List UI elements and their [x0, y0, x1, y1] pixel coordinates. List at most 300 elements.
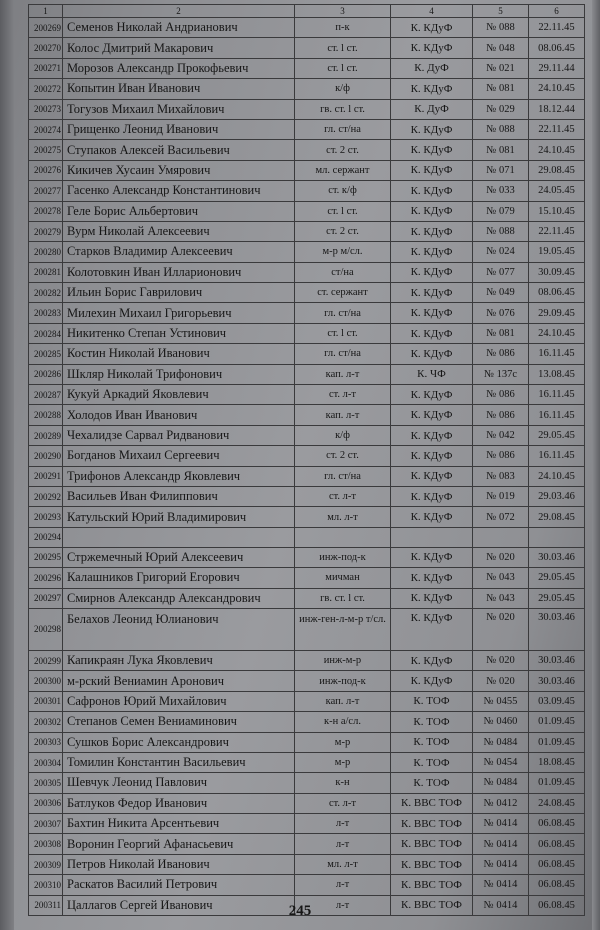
record-id: 200293 — [29, 507, 63, 527]
order-date: 01.09.45 — [529, 712, 585, 732]
rank: кап. л-т — [295, 405, 391, 425]
unit: К. ВВС ТОФ — [391, 793, 473, 813]
record-id: 200297 — [29, 588, 63, 608]
order-number: № 076 — [473, 303, 529, 323]
unit: К. ТОФ — [391, 773, 473, 793]
unit: К. ВВС ТОФ — [391, 854, 473, 874]
order-date: 24.10.45 — [529, 466, 585, 486]
table-row — [29, 344, 585, 364]
unit: К. КДуФ — [391, 547, 473, 567]
person-name: Кукуй Аркадий Яковлевич — [63, 385, 295, 405]
record-id: 200308 — [29, 834, 63, 854]
record-id: 200278 — [29, 201, 63, 221]
person-name: Сафронов Юрий Михайлович — [63, 691, 295, 711]
order-date: 22.11.45 — [529, 18, 585, 38]
order-number: № 020 — [473, 671, 529, 691]
rank: гл. ст/на — [295, 466, 391, 486]
order-number: № 088 — [473, 18, 529, 38]
table-row — [29, 854, 585, 874]
record-id: 200294 — [29, 527, 63, 547]
rank: мичман — [295, 568, 391, 588]
order-number: № 0455 — [473, 691, 529, 711]
unit: К. КДуФ — [391, 160, 473, 180]
order-date: 24.08.45 — [529, 793, 585, 813]
order-date: 16.11.45 — [529, 385, 585, 405]
rank: кап. л-т — [295, 364, 391, 384]
table-row — [29, 38, 585, 58]
order-number: № 086 — [473, 405, 529, 425]
record-id: 200286 — [29, 364, 63, 384]
order-date: 22.11.45 — [529, 221, 585, 241]
rank: ст. сержант — [295, 283, 391, 303]
order-number: № 042 — [473, 425, 529, 445]
record-id: 200280 — [29, 242, 63, 262]
record-id: 200289 — [29, 425, 63, 445]
unit: К. КДуФ — [391, 486, 473, 506]
table-row — [29, 201, 585, 221]
table-row — [29, 608, 585, 650]
unit: К. КДуФ — [391, 671, 473, 691]
unit: К. ВВС ТОФ — [391, 875, 473, 895]
order-number: № 029 — [473, 99, 529, 119]
unit: К. КДуФ — [391, 608, 473, 650]
rank: ст. л-т — [295, 385, 391, 405]
order-number: № 020 — [473, 608, 529, 650]
rank: л-т — [295, 895, 391, 915]
record-id: 200277 — [29, 181, 63, 201]
record-id: 200295 — [29, 547, 63, 567]
person-name: Никитенко Степан Устинович — [63, 323, 295, 343]
record-id: 200281 — [29, 262, 63, 282]
order-number: № 083 — [473, 466, 529, 486]
table-row — [29, 507, 585, 527]
rank: мл. сержант — [295, 160, 391, 180]
order-number: № 0412 — [473, 793, 529, 813]
order-date: 06.08.45 — [529, 895, 585, 915]
person-name: Шевчук Леонид Павлович — [63, 773, 295, 793]
person-name: Богданов Михаил Сергеевич — [63, 446, 295, 466]
rank: л-т — [295, 834, 391, 854]
table-row — [29, 446, 585, 466]
table-row — [29, 385, 585, 405]
order-date: 29.05.45 — [529, 568, 585, 588]
rank: кап. л-т — [295, 691, 391, 711]
order-date: 24.10.45 — [529, 140, 585, 160]
person-name: Гасенко Александр Константинович — [63, 181, 295, 201]
order-number: № 077 — [473, 262, 529, 282]
unit: К. ТОФ — [391, 712, 473, 732]
person-name: Петров Николай Иванович — [63, 854, 295, 874]
table-row — [29, 671, 585, 691]
person-name: Семенов Николай Андрианович — [63, 18, 295, 38]
unit: К. КДуФ — [391, 283, 473, 303]
unit: К. КДуФ — [391, 344, 473, 364]
unit: К. КДуФ — [391, 466, 473, 486]
order-date: 18.08.45 — [529, 752, 585, 772]
record-id: 200272 — [29, 79, 63, 99]
unit: К. ВВС ТОФ — [391, 814, 473, 834]
record-id: 200304 — [29, 752, 63, 772]
order-date: 15.10.45 — [529, 201, 585, 221]
unit: К. КДуФ — [391, 425, 473, 445]
rank: гл. ст/на — [295, 303, 391, 323]
table-row — [29, 588, 585, 608]
order-number: № 049 — [473, 283, 529, 303]
person-name: м-рский Вениамин Аронович — [63, 671, 295, 691]
table-row — [29, 425, 585, 445]
unit: К. КДуФ — [391, 323, 473, 343]
rank: ст. л-т — [295, 486, 391, 506]
order-number: № 021 — [473, 58, 529, 78]
record-id: 200283 — [29, 303, 63, 323]
table-row — [29, 262, 585, 282]
rank: инж-м-р — [295, 650, 391, 670]
person-name: Колос Дмитрий Макарович — [63, 38, 295, 58]
person-name: Капикраян Лука Яковлевич — [63, 650, 295, 670]
order-number: № 024 — [473, 242, 529, 262]
order-date: 06.08.45 — [529, 814, 585, 834]
order-date: 30.09.45 — [529, 262, 585, 282]
rank: мл. л-т — [295, 854, 391, 874]
unit: К. КДуФ — [391, 262, 473, 282]
record-id: 200291 — [29, 466, 63, 486]
rank: л-т — [295, 875, 391, 895]
unit — [391, 527, 473, 547]
unit: К. КДуФ — [391, 181, 473, 201]
order-number: № 072 — [473, 507, 529, 527]
order-date: 24.05.45 — [529, 181, 585, 201]
record-id: 200307 — [29, 814, 63, 834]
page-number: 245 — [288, 903, 312, 919]
order-number: № 0460 — [473, 712, 529, 732]
table-row — [29, 221, 585, 241]
order-number: № 081 — [473, 323, 529, 343]
unit: К. КДуФ — [391, 507, 473, 527]
unit: К. КДуФ — [391, 568, 473, 588]
record-id: 200275 — [29, 140, 63, 160]
table-row — [29, 99, 585, 119]
order-date: 13.08.45 — [529, 364, 585, 384]
table-row — [29, 323, 585, 343]
order-number: № 137с — [473, 364, 529, 384]
column-number: 6 — [529, 5, 585, 18]
person-name: Грищенко Леонид Иванович — [63, 119, 295, 139]
order-number: № 081 — [473, 79, 529, 99]
unit: К. ТОФ — [391, 732, 473, 752]
unit: К. ЧФ — [391, 364, 473, 384]
order-date: 30.03.46 — [529, 608, 585, 650]
record-id: 200271 — [29, 58, 63, 78]
table-row — [29, 527, 585, 547]
order-date: 16.11.45 — [529, 405, 585, 425]
record-id: 200300 — [29, 671, 63, 691]
order-number: № 086 — [473, 385, 529, 405]
table-row — [29, 303, 585, 323]
person-name: Раскатов Василий Петрович — [63, 875, 295, 895]
rank: к/ф — [295, 425, 391, 445]
unit: К. КДуФ — [391, 119, 473, 139]
rank: к-н — [295, 773, 391, 793]
table-row — [29, 242, 585, 262]
unit: К. ВВС ТОФ — [391, 834, 473, 854]
order-number: № 019 — [473, 486, 529, 506]
unit: К. КДуФ — [391, 385, 473, 405]
rank: гв. ст. l ст. — [295, 588, 391, 608]
rank: ст. l ст. — [295, 38, 391, 58]
person-name: Копытин Иван Иванович — [63, 79, 295, 99]
rank: инж-под-к — [295, 671, 391, 691]
person-name: Бахтин Никита Арсентьевич — [63, 814, 295, 834]
rank: ст. л-т — [295, 793, 391, 813]
rank: к-н а/сл. — [295, 712, 391, 732]
unit: К. КДуФ — [391, 405, 473, 425]
record-id: 200290 — [29, 446, 63, 466]
rank: гл. ст/на — [295, 119, 391, 139]
unit: К. КДуФ — [391, 38, 473, 58]
table-row — [29, 486, 585, 506]
record-id: 200306 — [29, 793, 63, 813]
person-name: Ступаков Алексей Васильевич — [63, 140, 295, 160]
person-name: Милехин Михаил Григорьевич — [63, 303, 295, 323]
table-row — [29, 712, 585, 732]
record-id: 200288 — [29, 405, 63, 425]
table-row — [29, 181, 585, 201]
order-date: 03.09.45 — [529, 691, 585, 711]
rank — [295, 527, 391, 547]
unit: К. ВВС ТОФ — [391, 895, 473, 915]
person-name: Холодов Иван Иванович — [63, 405, 295, 425]
person-name: Шкляр Николай Трифонович — [63, 364, 295, 384]
order-date: 24.10.45 — [529, 79, 585, 99]
rank: ст. к/ф — [295, 181, 391, 201]
order-number: № 086 — [473, 446, 529, 466]
record-id: 200285 — [29, 344, 63, 364]
unit: К. ДуФ — [391, 58, 473, 78]
order-date: 06.08.45 — [529, 834, 585, 854]
rank: ст. l ст. — [295, 201, 391, 221]
record-id: 200284 — [29, 323, 63, 343]
record-id: 200276 — [29, 160, 63, 180]
unit: К. КДуФ — [391, 446, 473, 466]
rank: л-т — [295, 814, 391, 834]
unit: К. КДуФ — [391, 588, 473, 608]
order-number: № 0414 — [473, 895, 529, 915]
order-number: № 071 — [473, 160, 529, 180]
unit: К. КДуФ — [391, 303, 473, 323]
person-name: Костин Николай Иванович — [63, 344, 295, 364]
order-date: 29.05.45 — [529, 425, 585, 445]
order-number: № 088 — [473, 119, 529, 139]
unit: К. КДуФ — [391, 18, 473, 38]
record-id: 200311 — [29, 895, 63, 915]
table-row — [29, 364, 585, 384]
person-name: Катульский Юрий Владимирович — [63, 507, 295, 527]
table-row — [29, 650, 585, 670]
table-row — [29, 405, 585, 425]
person-name: Белахов Леонид Юлианович — [63, 608, 295, 650]
order-date: 06.08.45 — [529, 875, 585, 895]
rank: гв. ст. l ст. — [295, 99, 391, 119]
order-number: № 088 — [473, 221, 529, 241]
person-name: Чехалидзе Сарвал Ридванович — [63, 425, 295, 445]
person-name: Трифонов Александр Яковлевич — [63, 466, 295, 486]
person-name: Кикичев Хусаин Умярович — [63, 160, 295, 180]
unit: К. ТОФ — [391, 752, 473, 772]
table-row — [29, 691, 585, 711]
record-id: 200282 — [29, 283, 63, 303]
order-date: 29.08.45 — [529, 160, 585, 180]
order-date: 30.03.46 — [529, 547, 585, 567]
order-date: 01.09.45 — [529, 773, 585, 793]
record-id: 200296 — [29, 568, 63, 588]
record-id: 200270 — [29, 38, 63, 58]
order-date: 29.11.44 — [529, 58, 585, 78]
table-row — [29, 119, 585, 139]
rank: ст. l ст. — [295, 323, 391, 343]
record-id: 200301 — [29, 691, 63, 711]
unit: К. КДуФ — [391, 221, 473, 241]
order-number: № 0414 — [473, 814, 529, 834]
page-edge-right-shadow — [592, 0, 600, 930]
order-date: 16.11.45 — [529, 344, 585, 364]
rank: инж-под-к — [295, 547, 391, 567]
table-row — [29, 466, 585, 486]
order-number: № 048 — [473, 38, 529, 58]
order-number: № 020 — [473, 547, 529, 567]
order-number — [473, 527, 529, 547]
order-date: 08.06.45 — [529, 283, 585, 303]
page-edge-shadow — [0, 0, 14, 930]
rank: п-к — [295, 18, 391, 38]
record-id: 200302 — [29, 712, 63, 732]
person-name: Вурм Николай Алексеевич — [63, 221, 295, 241]
rank: м-р м/сл. — [295, 242, 391, 262]
person-name: Колотовкин Иван Илларионович — [63, 262, 295, 282]
order-number: № 081 — [473, 140, 529, 160]
order-date: 19.05.45 — [529, 242, 585, 262]
table-row — [29, 79, 585, 99]
order-number: № 086 — [473, 344, 529, 364]
table-body — [29, 18, 585, 916]
person-name: Томилин Константин Васильевич — [63, 752, 295, 772]
record-id: 200292 — [29, 486, 63, 506]
rank: к/ф — [295, 79, 391, 99]
order-number: № 043 — [473, 568, 529, 588]
order-date: 30.03.46 — [529, 650, 585, 670]
person-name — [63, 527, 295, 547]
order-date — [529, 527, 585, 547]
order-date: 29.05.45 — [529, 588, 585, 608]
record-id: 200273 — [29, 99, 63, 119]
order-number: № 0414 — [473, 834, 529, 854]
order-number: № 0484 — [473, 732, 529, 752]
unit: К. КДуФ — [391, 140, 473, 160]
record-id: 200287 — [29, 385, 63, 405]
unit: К. КДуФ — [391, 650, 473, 670]
column-number: 3 — [295, 5, 391, 18]
records-table — [28, 4, 585, 916]
person-name: Старков Владимир Алексеевич — [63, 242, 295, 262]
person-name: Васильев Иван Филиппович — [63, 486, 295, 506]
person-name: Ильин Борис Гаврилович — [63, 283, 295, 303]
order-number: № 0484 — [473, 773, 529, 793]
order-number: № 020 — [473, 650, 529, 670]
table-row — [29, 834, 585, 854]
rank: ст. l ст. — [295, 58, 391, 78]
table-row — [29, 568, 585, 588]
table-row — [29, 58, 585, 78]
person-name: Тогузов Михаил Михайлович — [63, 99, 295, 119]
person-name: Смирнов Александр Александрович — [63, 588, 295, 608]
order-number: № 0454 — [473, 752, 529, 772]
record-id: 200303 — [29, 732, 63, 752]
order-date: 24.10.45 — [529, 323, 585, 343]
record-id: 200298 — [29, 608, 63, 650]
rank: ст. 2 ст. — [295, 221, 391, 241]
rank: м-р — [295, 732, 391, 752]
table-row — [29, 752, 585, 772]
order-number: № 079 — [473, 201, 529, 221]
record-id: 200269 — [29, 18, 63, 38]
rank: гл. ст/на — [295, 344, 391, 364]
order-number: № 0414 — [473, 875, 529, 895]
order-date: 16.11.45 — [529, 446, 585, 466]
order-number: № 033 — [473, 181, 529, 201]
person-name: Геле Борис Альбертович — [63, 201, 295, 221]
person-name: Стржемечный Юрий Алексеевич — [63, 547, 295, 567]
table-row — [29, 18, 585, 38]
unit: К. ТОФ — [391, 691, 473, 711]
table-row — [29, 793, 585, 813]
table-row — [29, 875, 585, 895]
person-name: Калашников Григорий Егорович — [63, 568, 295, 588]
table-row — [29, 160, 585, 180]
table-row — [29, 773, 585, 793]
table-row — [29, 547, 585, 567]
unit: К. КДуФ — [391, 79, 473, 99]
order-date: 06.08.45 — [529, 854, 585, 874]
order-date: 08.06.45 — [529, 38, 585, 58]
unit: К. ДуФ — [391, 99, 473, 119]
person-name: Цаллагов Сергей Иванович — [63, 895, 295, 915]
table-row — [29, 283, 585, 303]
unit: К. КДуФ — [391, 242, 473, 262]
table-row — [29, 140, 585, 160]
rank: ст. 2 ст. — [295, 140, 391, 160]
order-number: № 043 — [473, 588, 529, 608]
person-name: Сушков Борис Александрович — [63, 732, 295, 752]
unit: К. КДуФ — [391, 201, 473, 221]
column-number: 5 — [473, 5, 529, 18]
table-row — [29, 732, 585, 752]
column-number: 2 — [63, 5, 295, 18]
order-date: 01.09.45 — [529, 732, 585, 752]
record-id: 200309 — [29, 854, 63, 874]
order-date: 29.03.46 — [529, 486, 585, 506]
record-id: 200274 — [29, 119, 63, 139]
person-name: Воронин Георгий Афанасьевич — [63, 834, 295, 854]
record-id: 200310 — [29, 875, 63, 895]
record-id: 200299 — [29, 650, 63, 670]
rank: инж-ген-л-м-р т/сл. — [295, 608, 391, 650]
column-number: 4 — [391, 5, 473, 18]
person-name: Морозов Александр Прокофьевич — [63, 58, 295, 78]
order-date: 22.11.45 — [529, 119, 585, 139]
order-date: 18.12.44 — [529, 99, 585, 119]
record-id: 200305 — [29, 773, 63, 793]
order-date: 30.03.46 — [529, 671, 585, 691]
order-date: 29.08.45 — [529, 507, 585, 527]
